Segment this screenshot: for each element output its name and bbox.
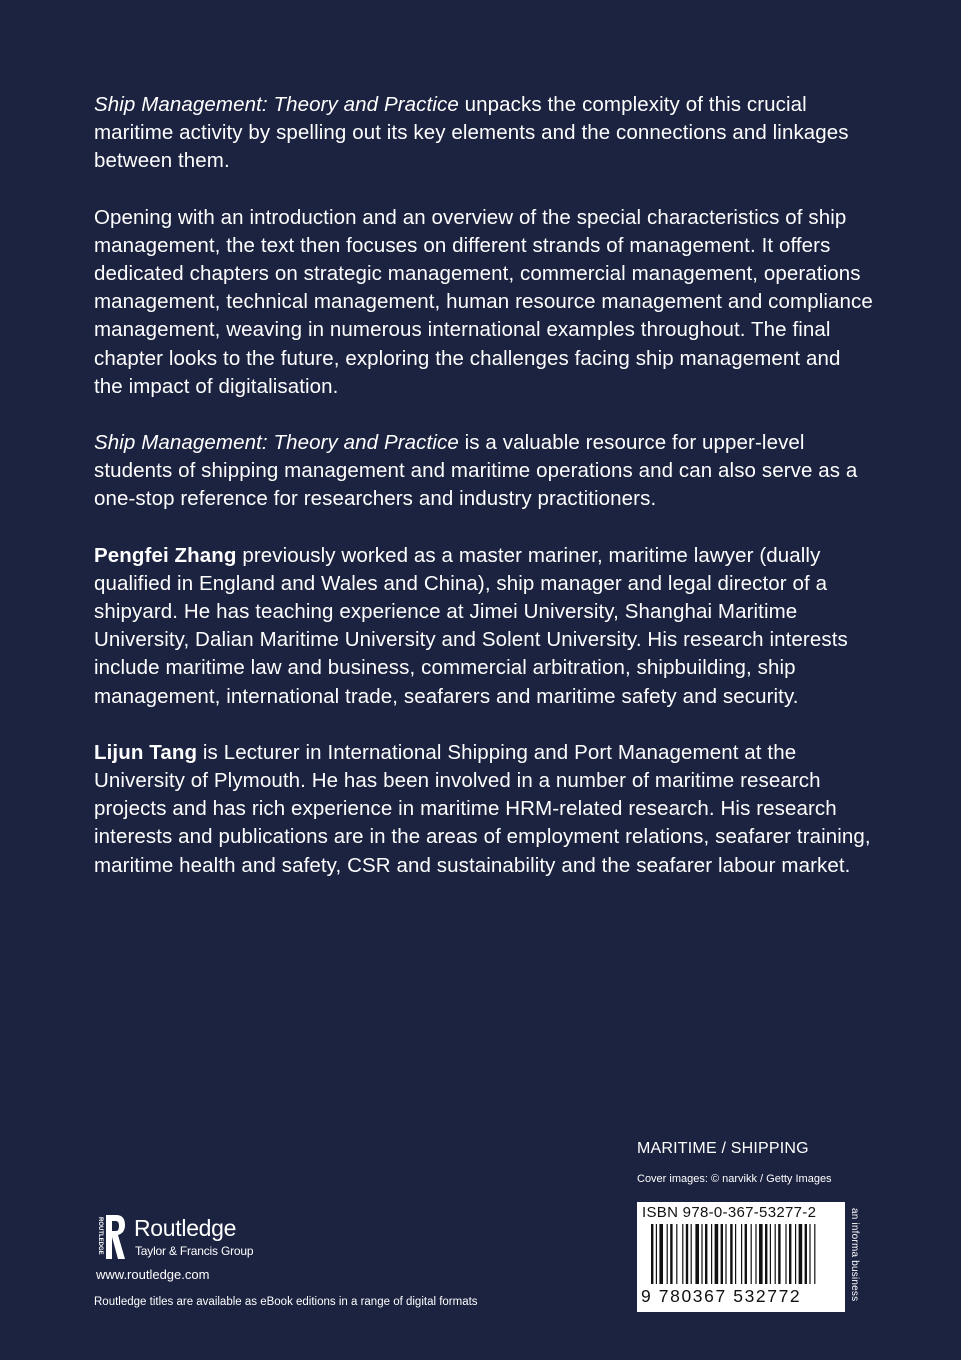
logo-vertical-text: ROUTLEDGE (97, 1217, 103, 1255)
description-paragraph-2: Opening with an introduction and an overview of the special characteristics of ship management, the text then focuses on different strands of management. It offers dedicated chapters on strategic management, commercial management, operations management, technical management, human resource management and compliance management, weaving in numerous international examples throughout. The final chapter looks to the future, exploring the challenges facing ship management and the impact of digitalisation. (94, 205, 873, 398)
author-name: Lijun Tang (94, 740, 198, 764)
routledge-logo-icon (94, 1213, 126, 1261)
publisher-website: www.routledge.com (96, 1267, 210, 1282)
informa-text: an informa business (849, 1208, 860, 1302)
book-title-italic: Ship Management: Theory and Practice (94, 431, 459, 455)
isbn-digits: 9 780367 532772 (641, 1286, 802, 1306)
book-title-italic: Ship Management: Theory and Practice (94, 93, 459, 116)
description-text: unpacks the complexity of this crucial maritime activity by spelling out its key elements and the connections and linkages between them. (94, 93, 849, 173)
informa-tagline (846, 1208, 862, 1308)
author-name: Pengfei Zhang (94, 543, 237, 567)
description-text: is a valuable resource for upper-level students of shipping management and maritime operations and can also serve as a one-stop reference for researchers and industry practitioners. (94, 431, 858, 511)
cover-image-credit: Cover images: © narvikk / Getty Images (637, 1173, 832, 1185)
subject-category: MARITIME / SHIPPING (637, 1140, 809, 1157)
author-bio-2 (94, 739, 874, 880)
isbn-barcode (637, 1202, 845, 1312)
publisher-logo (94, 1213, 394, 1261)
ebook-note: Routledge titles are available as eBook editions in a range of digital formats (94, 1296, 478, 1308)
author-bio-1 (94, 542, 874, 711)
publisher-group: Taylor & Francis Group (135, 1244, 254, 1258)
isbn-label: ISBN 978-0-367-53277-2 (642, 1204, 817, 1221)
publisher-name: Routledge (134, 1215, 237, 1241)
description-paragraph-1 (94, 91, 874, 176)
back-cover-blurb (94, 91, 874, 908)
description-paragraph-3 (94, 429, 874, 514)
barcode-bars (649, 1224, 839, 1292)
author-bio-text: is Lecturer in International Shipping and Port Management at the University of Plymouth. He has been involved in a number of maritime research projects and has rich experience in maritime HRM-related research. His research interests and publications are in the areas of employment relations, seafarer training, maritime health and safety, CSR and sustainability and the seafarer labour market. (94, 740, 871, 877)
author-bio-text: previously worked as a master mariner, maritime lawyer (dually qualified in England and Wales and China), ship manager and legal director of a shipyard. He has teaching experience at Jimei University, Shanghai Maritime University, Dalian Maritime University and Solent University. His research interests include maritime law and business, commercial arbitration, shipbuilding, ship management, international trade, seafarers and maritime safety and security. (94, 543, 848, 708)
